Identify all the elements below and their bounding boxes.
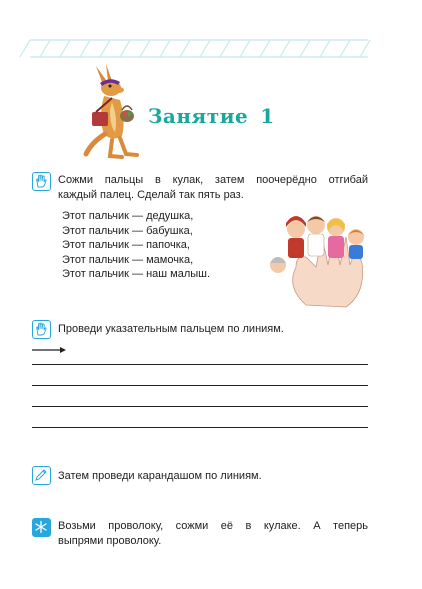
finger-puppets-hand-illustration — [266, 207, 374, 310]
task1-line-2: каждый палец. Сделай так пять раз. — [58, 189, 244, 201]
pencil-icon — [32, 466, 51, 485]
tracing-line — [32, 364, 368, 365]
poem-line: Этот пальчик — папочка, — [62, 239, 190, 251]
finger-poem — [62, 209, 210, 282]
lesson-title — [148, 104, 275, 128]
task2-instruction: Проведи указательным пальцем по линиям. — [58, 323, 284, 335]
lesson-number: 1 — [260, 104, 275, 128]
task4-instruction — [58, 519, 368, 549]
arrow-right-icon — [32, 346, 66, 354]
task3-instruction: Затем проведи карандашом по линиям. — [58, 470, 262, 482]
task4-line-1: Возьми проволоку, сожми её в кулаке. А теперь — [58, 520, 368, 532]
tracing-line — [32, 427, 368, 428]
wire-icon — [32, 518, 51, 537]
tracing-line — [32, 385, 368, 386]
hand-icon — [32, 320, 51, 339]
task1-line-1: Сожми пальцы в кулак, затем поочерёдно отгибай — [58, 174, 368, 186]
poem-line: Этот пальчик — наш малыш. — [62, 268, 211, 280]
poem-line: Этот пальчик — дедушка, — [62, 210, 194, 222]
hand-icon — [32, 172, 51, 191]
poem-line: Этот пальчик — бабушка, — [62, 224, 193, 237]
kangaroo-mascot-illustration — [82, 62, 144, 160]
lesson-title-word: Занятие — [148, 104, 249, 128]
task4-line-2: выпрями проволоку. — [58, 535, 162, 547]
decorative-hatching — [0, 0, 422, 75]
poem-line: Этот пальчик — мамочка, — [62, 253, 194, 266]
task1-instruction — [58, 173, 368, 203]
tracing-line — [32, 406, 368, 407]
